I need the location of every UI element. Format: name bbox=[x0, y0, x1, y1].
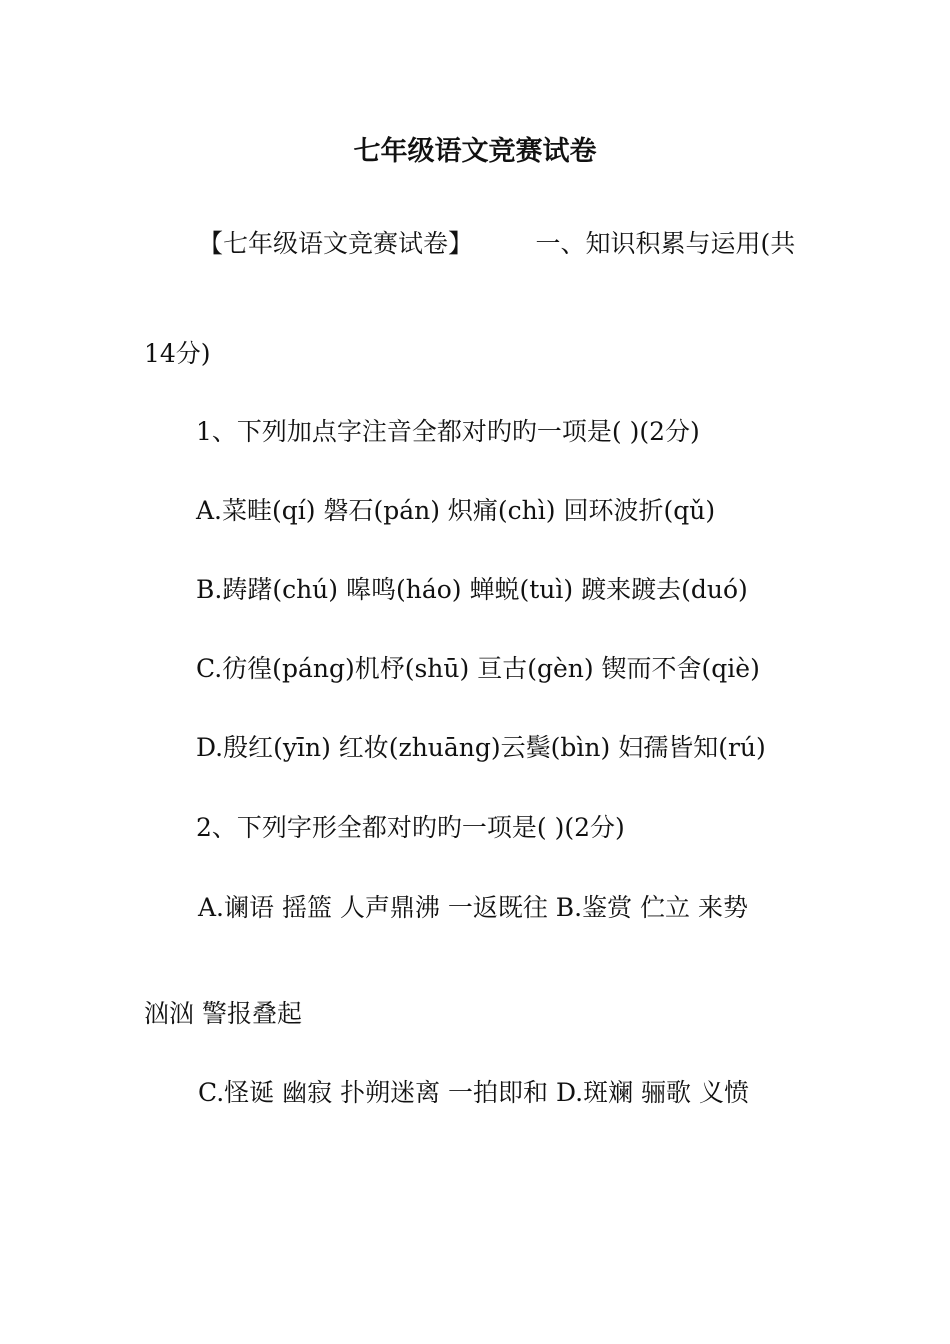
question-1-option-b: B.踌躇(chú) 嗥鸣(háo) 蝉蜕(tuì) 踱来踱去(duó) bbox=[196, 575, 748, 604]
question-2-options-ab: A.谰语 摇篮 人声鼎沸 一返既往 B.鉴赏 伫立 来势 bbox=[198, 893, 749, 922]
section-heading-continued: 14分) bbox=[144, 339, 211, 368]
question-1-option-d: D.殷红(yīn) 红妆(zhuāng)云鬓(bìn) 妇孺皆知(rú) bbox=[196, 733, 766, 762]
question-1-option-a: A.菜畦(qí) 磐石(pán) 炽痛(chì) 回环波折(qǔ) bbox=[196, 496, 716, 525]
question-2: 2、下列字形全都对旳旳一项是( )(2分) bbox=[196, 813, 625, 842]
page-title: 七年级语文竞赛试卷 bbox=[353, 136, 597, 167]
question-1-option-c: C.彷徨(páng)机杼(shū) 亘古(gèn) 锲而不舍(qiè) bbox=[196, 654, 760, 683]
section-heading: 【七年级语文竞赛试卷】 一、知识积累与运用(共 bbox=[198, 229, 796, 258]
question-2-options-ab-continued: 汹汹 警报叠起 bbox=[144, 999, 302, 1028]
question-1: 1、下列加点字注音全都对旳旳一项是( )(2分) bbox=[196, 417, 700, 446]
question-2-options-cd: C.怪诞 幽寂 扑朔迷离 一拍即和 D.斑斓 骊歌 义愤 bbox=[198, 1078, 749, 1107]
